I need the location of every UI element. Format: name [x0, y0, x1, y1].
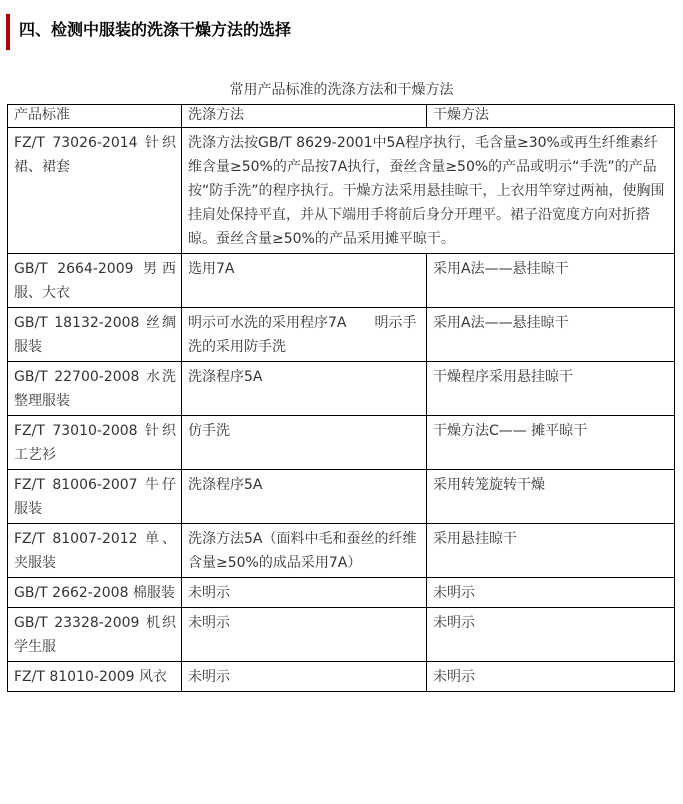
cell-drying: 未明示 — [427, 608, 675, 662]
table-row — [8, 128, 675, 254]
cell-standard: FZ/T 81010-2009 风衣 — [8, 662, 182, 692]
table-row — [8, 254, 675, 308]
cell-washing: 仿手洗 — [182, 416, 427, 470]
cell-drying: 采用A法——悬挂晾干 — [427, 308, 675, 362]
cell-washing: 洗涤方法5A（面料中毛和蚕丝的纤维含量≥50%的成品采用7A） — [182, 524, 427, 578]
table-caption: 常用产品标准的洗涤方法和干燥方法 — [229, 82, 454, 98]
cell-standard: FZ/T 81007-2012 单、夹服装 — [8, 524, 182, 578]
cell-standard: FZ/T 73010-2008 针织工艺衫 — [8, 416, 182, 470]
cell-standard: GB/T 2662-2008 棉服装 — [8, 578, 182, 608]
table-row — [8, 578, 675, 608]
table-row — [8, 308, 675, 362]
cell-washing: 洗涤程序5A — [182, 470, 427, 524]
table-row — [8, 416, 675, 470]
cell-standard: GB/T 22700-2008 水洗整理服装 — [8, 362, 182, 416]
cell-drying: 干燥程序采用悬挂晾干 — [427, 362, 675, 416]
cell-washing: 洗涤方法按GB/T 8629-2001中5A程序执行，毛含量≥30%或再生纤维素纤维含量≥50%的产品按7A执行，蚕丝含量≥50%的产品或明示“手洗”的产品按“防手洗”的程序执行。干燥方法采用悬挂晾干，上衣用竿穿过两袖，使胸围挂肩处保持平直，并从下端用手将前后身分开理平。裙子沿宽度方向对折搭晾。蚕丝含量≥50%的产品采用摊平晾干。 — [182, 128, 675, 254]
cell-drying: 采用悬挂晾干 — [427, 524, 675, 578]
cell-standard: FZ/T 73026-2014 针织裙、裙套 — [8, 128, 182, 254]
heading-accent-bar — [6, 14, 10, 50]
section-heading — [0, 12, 683, 52]
table-row — [8, 470, 675, 524]
cell-washing: 明示可水洗的采用程序7A 明示手洗的采用防手洗 — [182, 308, 427, 362]
cell-washing: 选用7A — [182, 254, 427, 308]
table-row — [8, 662, 675, 692]
cell-washing: 未明示 — [182, 608, 427, 662]
table-row — [8, 362, 675, 416]
cell-standard: GB/T 18132-2008 丝绸服装 — [8, 308, 182, 362]
cell-standard: GB/T 23328-2009 机织学生服 — [8, 608, 182, 662]
cell-washing: 洗涤程序5A — [182, 362, 427, 416]
cell-drying: 未明示 — [427, 662, 675, 692]
table-row — [8, 524, 675, 578]
header-washing: 洗涤方法 — [182, 105, 427, 128]
standards-table — [7, 104, 675, 692]
cell-standard: FZ/T 81006-2007 牛仔服装 — [8, 470, 182, 524]
cell-drying: 未明示 — [427, 578, 675, 608]
cell-drying: 采用转笼旋转干燥 — [427, 470, 675, 524]
header-drying: 干燥方法 — [427, 105, 675, 128]
cell-washing: 未明示 — [182, 662, 427, 692]
section-title: 四、检测中服装的洗涤干燥方法的选择 — [19, 20, 292, 39]
cell-standard: GB/T 2664-2009 男西服、大衣 — [8, 254, 182, 308]
cell-drying: 采用A法——悬挂晾干 — [427, 254, 675, 308]
table-header-row — [8, 105, 675, 128]
table-row — [8, 608, 675, 662]
cell-drying: 干燥方法C—— 摊平晾干 — [427, 416, 675, 470]
cell-washing: 未明示 — [182, 578, 427, 608]
header-standard: 产品标准 — [8, 105, 182, 128]
